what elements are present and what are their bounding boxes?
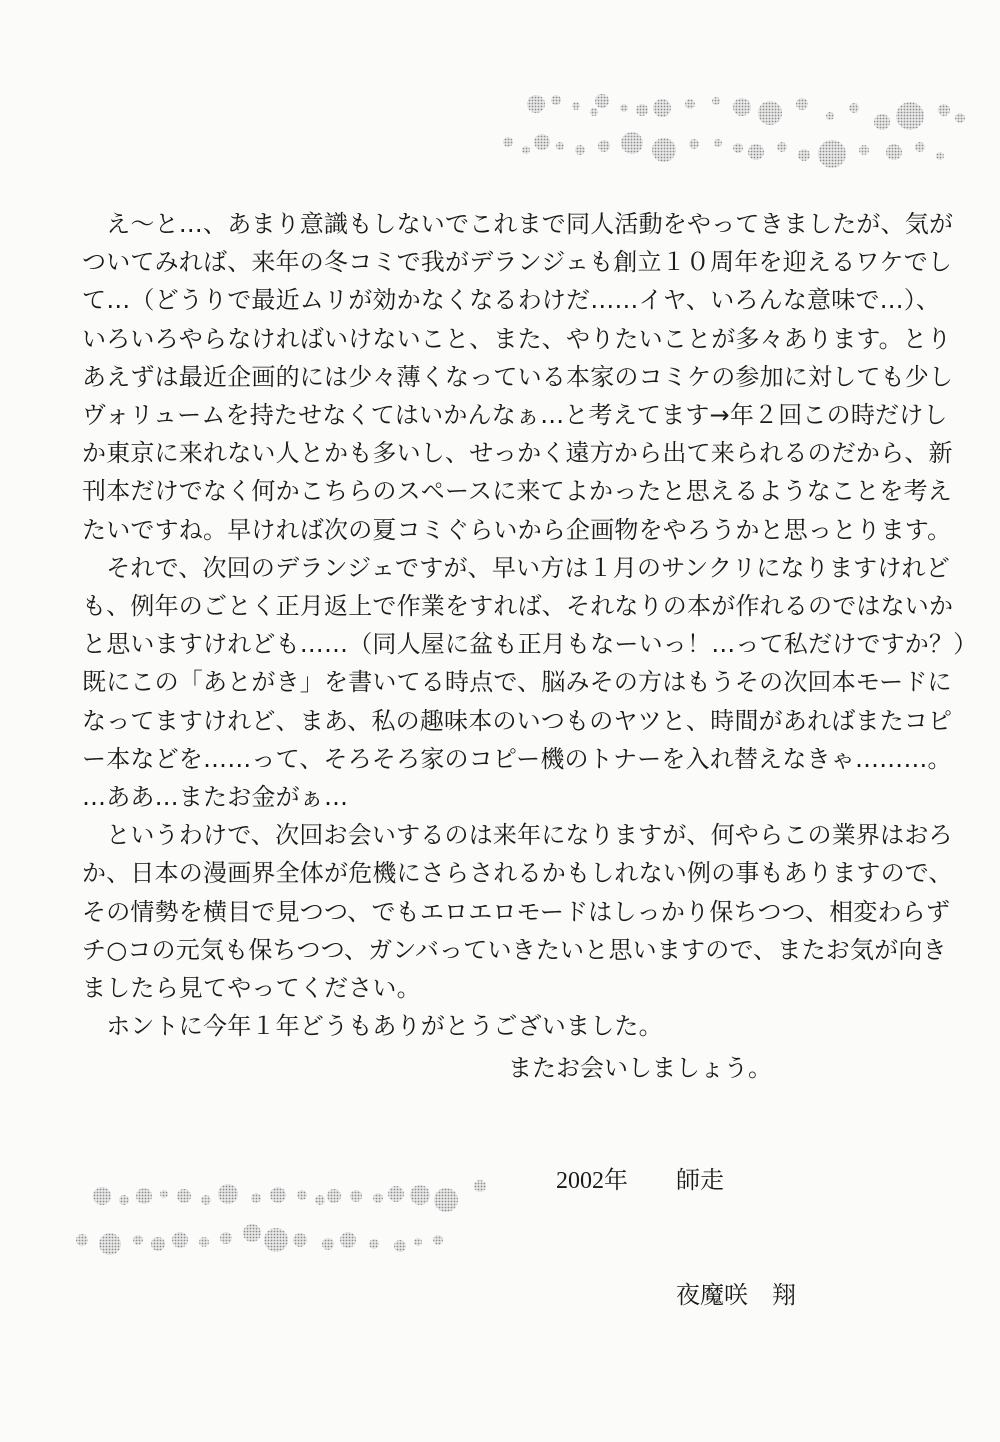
halftone-dot: [915, 142, 925, 152]
halftone-dot: [119, 1195, 129, 1205]
body-line: というわけで、次回お会いするのは来年になりますが、何やらこの業界はおろ: [82, 821, 953, 849]
halftone-dot: [652, 138, 676, 162]
halftone-dot: [955, 113, 965, 123]
halftone-dot: [350, 1190, 362, 1202]
body-line: ましたら見てやってください。: [82, 974, 421, 1002]
halftone-dot: [689, 139, 699, 149]
halftone-dot: [590, 108, 598, 116]
halftone-dot: [172, 1232, 188, 1248]
body-line: ホントに今年１年どうもありがとうございました。: [82, 1012, 663, 1040]
halftone-dot: [293, 1233, 307, 1247]
halftone-dot: [798, 149, 810, 161]
halftone-dot: [160, 1190, 168, 1198]
halftone-dot: [414, 1238, 422, 1246]
halftone-dot: [598, 140, 610, 152]
body-line: て…（どうりで最近ムリが効かなくなるわけだ……イヤ、いろんな意味で…）、: [82, 286, 941, 314]
halftone-dot: [595, 94, 609, 108]
halftone-dot: [218, 1184, 238, 1204]
halftone-dot: [136, 1188, 152, 1204]
date-line: [556, 1160, 724, 1195]
closing-line: またお会いしましょう。: [508, 1054, 772, 1082]
body-line: あえずは最近企画的には少々薄くなっている本家のコミケの参加に対しても少し: [82, 363, 954, 391]
halftone-dot: [685, 99, 695, 109]
body-line: それで、次回のデランジェですが、早い方は１月のサンクリになりますけれど: [82, 554, 950, 582]
halftone-dot: [859, 145, 869, 155]
body-line: と思いますけれども……（同人屋に盆も正月もなーいっ！…って私だけですか？）: [82, 630, 978, 658]
body-line: チ○コの元気も保ちつつ、ガンバっていきたいと思いますので、またお気が向き: [82, 936, 947, 964]
halftone-dot: [653, 99, 671, 117]
halftone-dot: [270, 1187, 286, 1203]
date-year: 2002年: [556, 1168, 628, 1194]
body-line: …ああ…またお金がぁ…: [82, 783, 349, 811]
halftone-dot: [527, 95, 545, 113]
body-line: か、日本の漫画界全体が危機にさらされるかもしれない例の事もありますので、: [82, 859, 953, 887]
halftone-dot: [522, 146, 530, 154]
body-line: 既にこの「あとがき」を書いてる時点で、脳みその方はもうその次回本モードに: [82, 668, 952, 696]
halftone-dot: [620, 104, 628, 112]
halftone-dot: [369, 1239, 379, 1249]
halftone-dot: [534, 134, 550, 150]
author-signature: 夜魔咲 翔: [676, 1281, 796, 1309]
halftone-dot: [433, 1235, 443, 1245]
halftone-dot: [410, 1185, 430, 1205]
halftone-dot: [748, 144, 764, 160]
body-line: ー本などを……って、そろそろ家のコピー機のトナーを入れ替えなきゃ………。: [82, 745, 952, 773]
halftone-dot: [264, 1228, 288, 1252]
date-month: 師走: [676, 1166, 724, 1194]
halftone-dot: [340, 1232, 356, 1248]
body-line: たいですね。早ければ次の夏コミぐらいから企画物をやろうかと思っとります。: [82, 516, 952, 544]
halftone-dot: [434, 1188, 458, 1212]
halftone-dot: [322, 1238, 334, 1250]
body-line: 刊本だけでなく何かこちらのスペースに来てよかったと思えるようなことを考え: [82, 477, 952, 505]
halftone-dot: [896, 102, 924, 130]
decorative-dots-top: [503, 94, 965, 168]
body-line: も、例年のごとく正月返上で作業をすれば、それなりの本が作れるのではないか: [82, 592, 954, 620]
body-line: その情勢を横目で見つつ、でもエロエロモードはしっかり保ちつつ、相変わらず: [82, 898, 951, 926]
halftone-dot: [575, 145, 585, 155]
halftone-dot: [297, 1190, 307, 1200]
body-line: ついてみれば、来年の冬コミで我がデランジェも創立１０周年を迎えるワケでし: [82, 248, 953, 276]
halftone-dot: [503, 137, 513, 147]
halftone-dot: [938, 104, 950, 116]
halftone-dot: [796, 98, 808, 110]
halftone-dot: [93, 1187, 111, 1205]
halftone-dot: [388, 1186, 404, 1202]
halftone-dot: [818, 140, 846, 168]
halftone-dot: [474, 1180, 486, 1192]
halftone-dot: [76, 1234, 88, 1246]
halftone-dot: [315, 1195, 325, 1205]
body-line: ヴォリュームを持たせなくてはいかんなぁ…と考えてます→年２回この時だけし: [82, 401, 948, 429]
body-line: いろいろやらなければいけないこと、また、やりたいことが多々あります。とり: [82, 325, 952, 353]
halftone-dot: [151, 1237, 165, 1251]
halftone-dot: [886, 144, 902, 160]
halftone-dot: [327, 1189, 341, 1203]
halftone-dot: [621, 132, 643, 154]
halftone-dot: [556, 142, 564, 150]
body-line: え～と…、あまり意識もしないでこれまで同人活動をやってきましたが、気が: [82, 210, 954, 238]
halftone-dot: [243, 1224, 261, 1242]
halftone-dot: [199, 1237, 209, 1247]
halftone-dot: [733, 143, 743, 153]
body-line: か東京に来れない人とかも多いし、せっかく遠方から出て来られるのだから、新: [82, 439, 953, 467]
halftone-dot: [572, 102, 580, 110]
halftone-dot: [712, 97, 720, 105]
halftone-dot: [99, 1233, 121, 1255]
halftone-dot: [733, 98, 751, 116]
halftone-dot: [936, 152, 944, 160]
halftone-dot: [373, 1193, 383, 1203]
decorative-dots-bottom: [76, 1180, 486, 1255]
halftone-dot: [177, 1189, 191, 1203]
halftone-dot: [849, 103, 859, 113]
halftone-dot: [251, 1193, 261, 1203]
halftone-dot: [394, 1240, 406, 1252]
halftone-dot: [551, 95, 561, 105]
halftone-dot: [201, 1195, 211, 1205]
halftone-dot: [777, 142, 787, 152]
body-line: なってますけれど、まあ、私の趣味本のいつものヤツと、時間があればまたコピ: [82, 707, 953, 735]
halftone-dot: [636, 104, 648, 116]
halftone-dot: [714, 139, 722, 147]
halftone-dot: [874, 114, 890, 130]
halftone-dot: [758, 101, 782, 125]
halftone-dot: [220, 1232, 232, 1244]
halftone-dot: [826, 112, 834, 120]
halftone-dot: [133, 1235, 143, 1245]
